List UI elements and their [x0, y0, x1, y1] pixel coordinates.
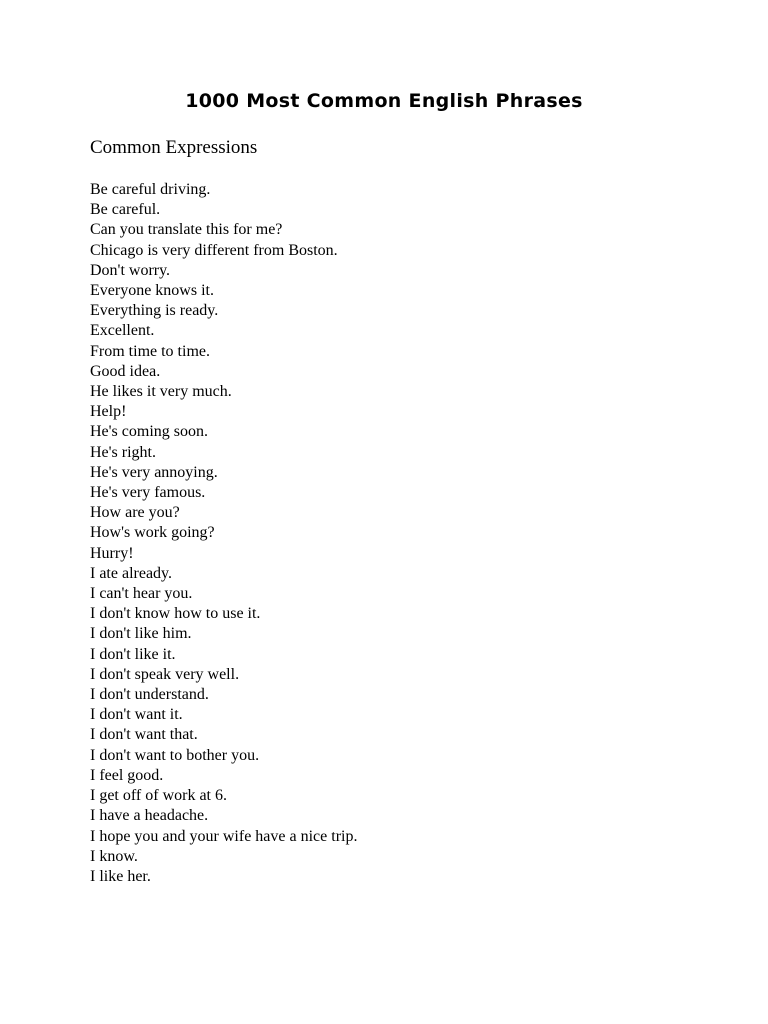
phrase-item: I don't speak very well. [90, 665, 240, 683]
phrase-item: Be careful driving. [90, 181, 211, 198]
phrase-item: He's coming soon. [90, 423, 208, 441]
phrase-item: I can't hear you. [90, 585, 193, 603]
phrase-item: I don't know how to use it. [90, 605, 261, 623]
phrase-item: I don't like him. [90, 625, 192, 643]
section-heading: Common Expressions [90, 137, 258, 158]
phrase-item: From time to time. [90, 342, 210, 360]
phrase-item: He likes it very much. [90, 383, 232, 401]
phrase-item: I like her. [90, 867, 151, 885]
phrase-item: Everyone knows it. [90, 282, 214, 300]
phrase-item: Don't worry. [90, 261, 171, 279]
phrase-item: He's very annoying. [90, 463, 218, 481]
phrase-item: Good idea. [90, 362, 161, 380]
page-title: 1000 Most Common English Phrases [185, 90, 583, 112]
phrase-item: I don't understand. [90, 686, 209, 704]
phrase-item: I don't like it. [90, 645, 176, 663]
phrase-item: Help! [90, 403, 127, 421]
phrase-list [90, 180, 357, 887]
phrase-item: Be careful. [90, 201, 161, 219]
phrase-item: How's work going? [90, 524, 215, 542]
phrase-item: I get off of work at 6. [90, 787, 227, 805]
phrase-item: He's very famous. [90, 484, 206, 502]
phrase-item: Everything is ready. [90, 302, 219, 320]
phrase-item: Can you translate this for me? [90, 221, 283, 239]
phrase-item: I don't want that. [90, 726, 198, 744]
phrase-item: I know. [90, 847, 138, 865]
phrase-item: I don't want it. [90, 706, 183, 724]
phrase-item: I feel good. [90, 766, 164, 784]
phrase-item: He's right. [90, 443, 156, 461]
phrase-item: Chicago is very different from Boston. [90, 241, 338, 259]
phrase-item: Excellent. [90, 322, 155, 340]
phrase-item: I don't want to bother you. [90, 746, 260, 764]
phrase-item: I have a headache. [90, 807, 209, 825]
phrase-item: I ate already. [90, 564, 173, 582]
phrase-item: Hurry! [90, 544, 134, 562]
phrase-item: I hope you and your wife have a nice trip. [90, 827, 358, 845]
phrase-item: How are you? [90, 504, 180, 522]
